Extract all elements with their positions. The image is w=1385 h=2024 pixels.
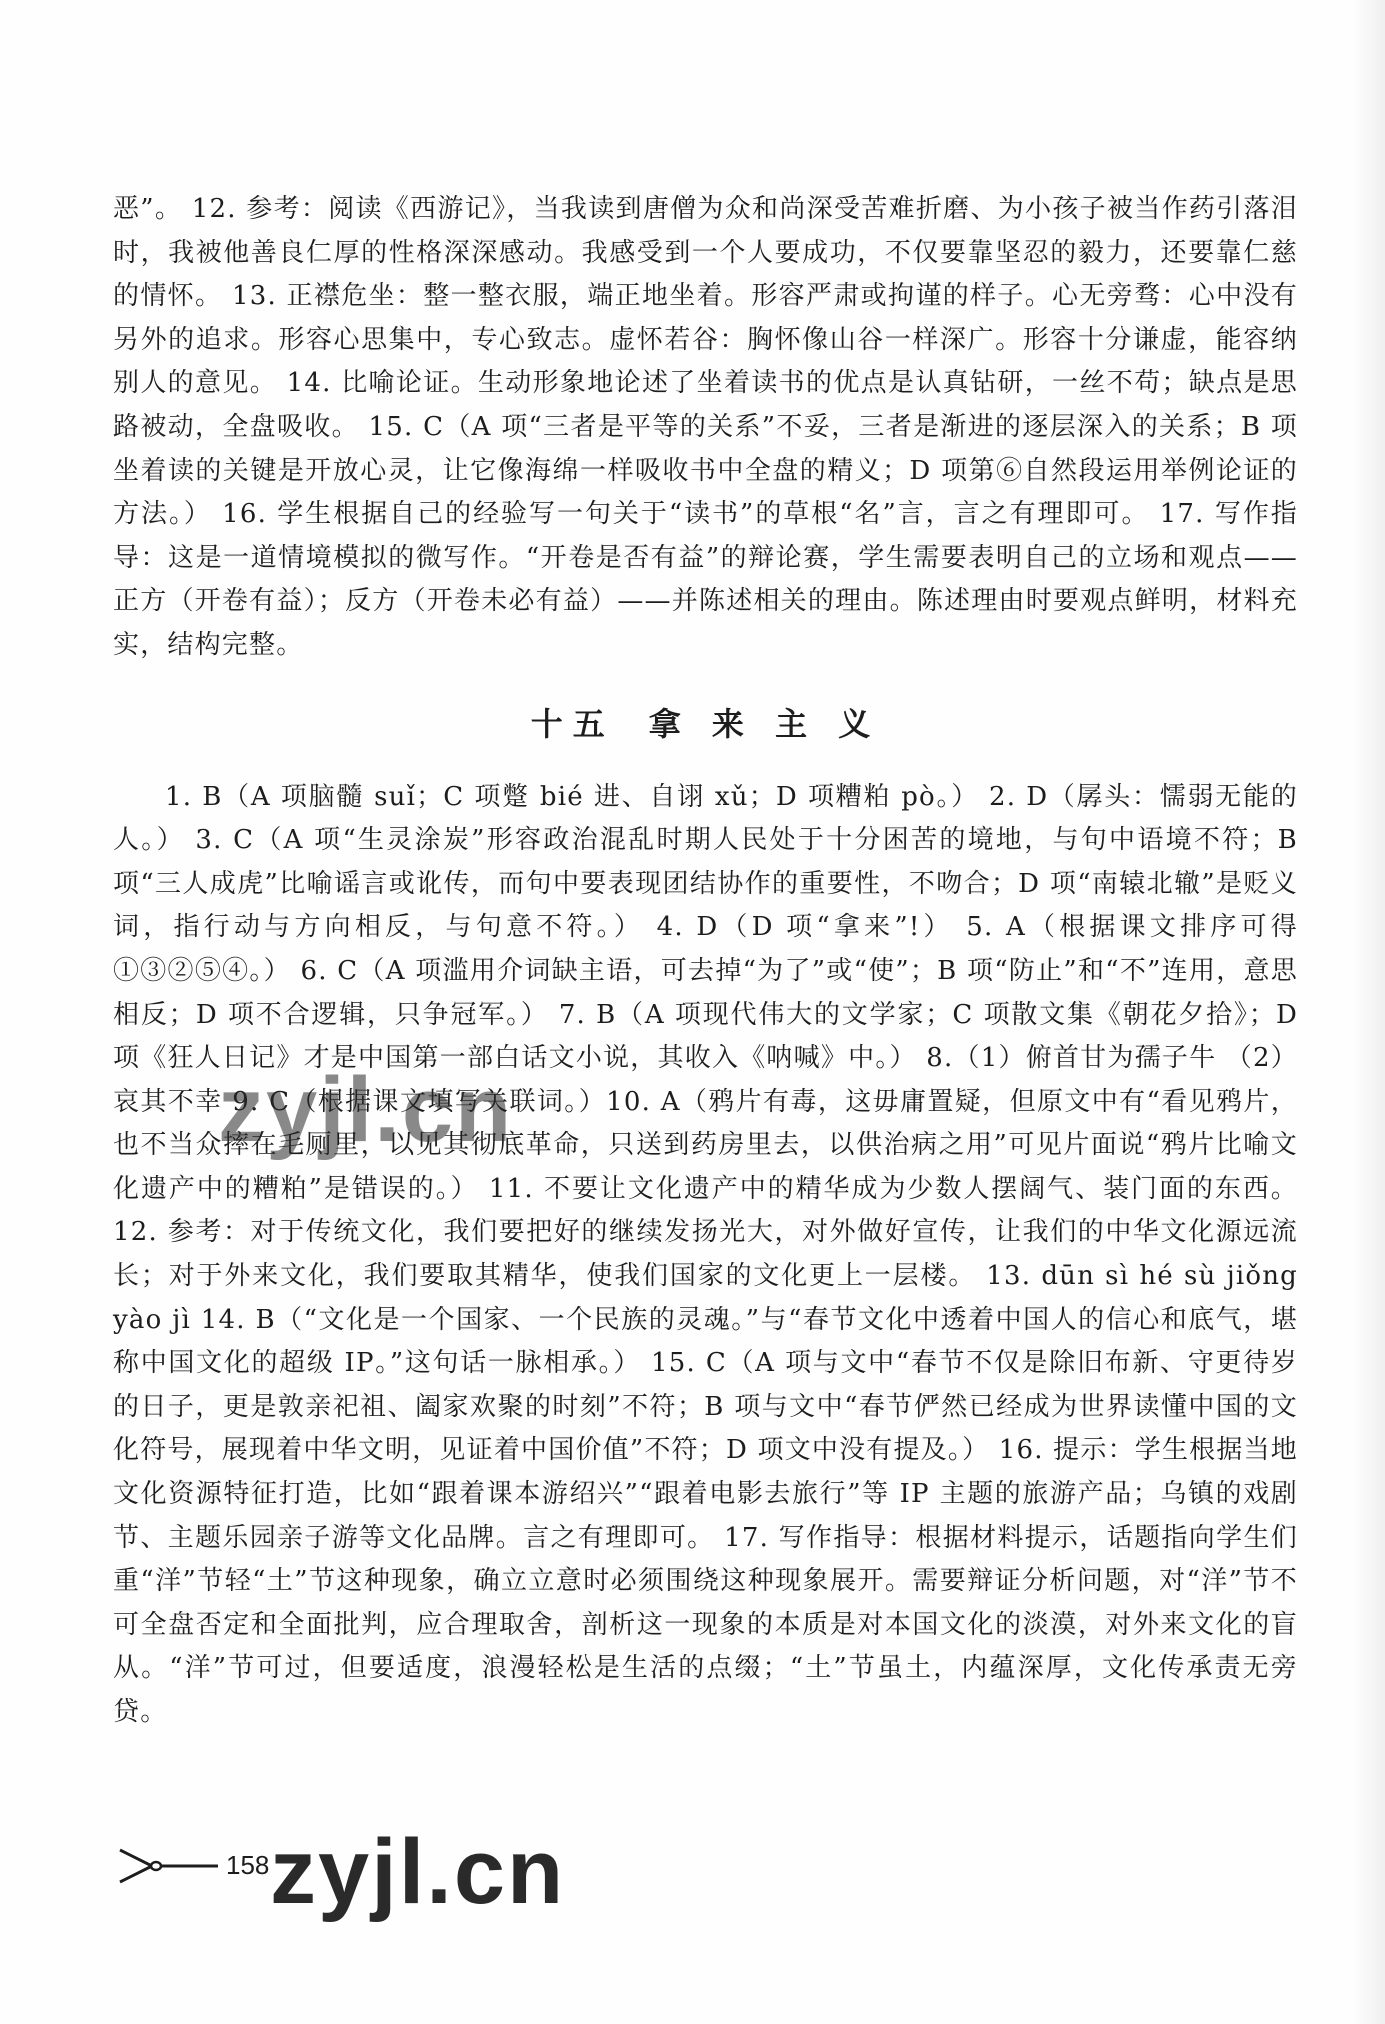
scissors-icon [118,1846,220,1886]
watermark-footer: zyjl.cn [270,1821,566,1923]
watermark-mid: zyjl.cn [218,1059,514,1161]
section-number: 十五 [530,704,615,743]
page-edge-shadow [1353,0,1385,2024]
page-number: 158 [226,1850,270,1880]
page-content [113,188,1298,1735]
section-title [113,704,1298,744]
section-name: 拿 来 主 义 [648,704,881,743]
intro-paragraph: 恶”。 12. 参考：阅读《西游记》，当我读到唐僧为众和尚深受苦难折磨、为小孩子被当作药引落泪时，我被他善良仁厚的性格深深感动。我感受到一个人要成功，不仅要靠坚忍的毅力，还要靠仁慈的情怀。 13. 正襟危坐：整一整衣服，端正地坐着。形容严肃或拘谨的样子。心无旁骛：心中没有另外的追求。形容心思集中，专心致志。虚怀若谷：胸怀像山谷一样深广。形容十分谦虚，能容纳别人的意见。 14. 比喻论证。生动形象地论述了坐着读书的优点是认真钻研，一丝不苟；缺点是思路被动，全盘吸收。 15. C（A 项“三者是平等的关系”不妥，三者是渐进的逐层深入的关系；B 项坐着读的关键是开放心灵，让它像海绵一样吸收书中全盘的精义；D 项第⑥自然段运用举例论证的方法。） 16. 学生根据自己的经验写一句关于“读书”的草根“名”言，言之有理即可。 17. 写作指导：这是一道情境模拟的微写作。“开卷是否有益”的辩论赛，学生需要表明自己的立场和观点——正方（开卷有益）；反方（开卷未必有益）——并陈述相关的理由。陈述理由时要观点鲜明，材料充实，结构完整。 [113,194,1298,660]
section-paragraph: 1. B（A 项脑髓 suǐ；C 项蹩 bié 进、自诩 xǔ；D 项糟粕 pò。） 2. D（孱头：懦弱无能的人。） 3. C（A 项“生灵涂炭”形容政治混乱时期人民处于十分困苦的境地，与句中语境不符；B 项“三人成虎”比喻谣言或讹传，而句中要表现团结协作的重要性，不吻合；D 项“南辕北辙”是贬义词，指行动与方向相反，与句意不符。） 4. D（D 项“拿来”!） 5. A（根据课文排序可得①③②⑤④。） 6. C（A 项滥用介词缺主语，可去掉“为了”或“使”；B 项“防止”和“不”连用，意思相反；D 项不合逻辑，只争冠军。） 7. B（A 项现代伟大的文学家；C 项散文集《朝花夕拾》；D 项《狂人日记》才是中国第一部白话文小说，其收入《呐喊》中。） 8.（1）俯首甘为孺子牛 （2）哀其不幸 9. C（根据课文填写关联词。）10. A（鸦片有毒，这毋庸置疑，但原文中有“看见鸦片，也不当众摔在毛厕里，以见其彻底革命，只送到药房里去，以供治病之用”可见片面说“鸦片比喻文化遗产中的糟粕”是错误的。） 11. 不要让文化遗产中的精华成为少数人摆阔气、装门面的东西。 12. 参考：对于传统文化，我们要把好的继续发扬光大，对外做好宣传，让我们的中华文化源远流长；对于外来文化，我们要取其精华，使我们国家的文化更上一层楼。 13. dūn sì hé sù jiǒng yào jì 14. B（“文化是一个国家、一个民族的灵魂。”与“春节文化中透着中国人的信心和底气，堪称中国文化的超级 IP。”这句话一脉相承。） 15. C（A 项与文中“春节不仅是除旧布新、守更待岁的日子，更是敦亲祀祖、阖家欢聚的时刻”不符；B 项与文中“春节俨然已经成为世界读懂中国的文化符号，展现着中华文明，见证着中国价值”不符；D 项文中没有提及。） 16. 提示：学生根据当地文化资源特征打造，比如“跟着课本游绍兴”“跟着电影去旅行”等 IP 主题的旅游产品；乌镇的戏剧节、主题乐园亲子游等文化品牌。言之有理即可。 17. 写作指导：根据材料提示，话题指向学生们重“洋”节轻“土”节这种现象，确立立意时必须围绕这种现象展开。需要辩证分析问题，对“洋”节不可全盘否定和全面批判，应合理取舍，剖析这一现象的本质是对本国文化的淡漠，对外来文化的盲从。“洋”节可过，但要适度，浪漫轻松是生活的点缀；“土”节虽土，内蕴深厚，文化传承责无旁贷。 [113,781,1298,1727]
